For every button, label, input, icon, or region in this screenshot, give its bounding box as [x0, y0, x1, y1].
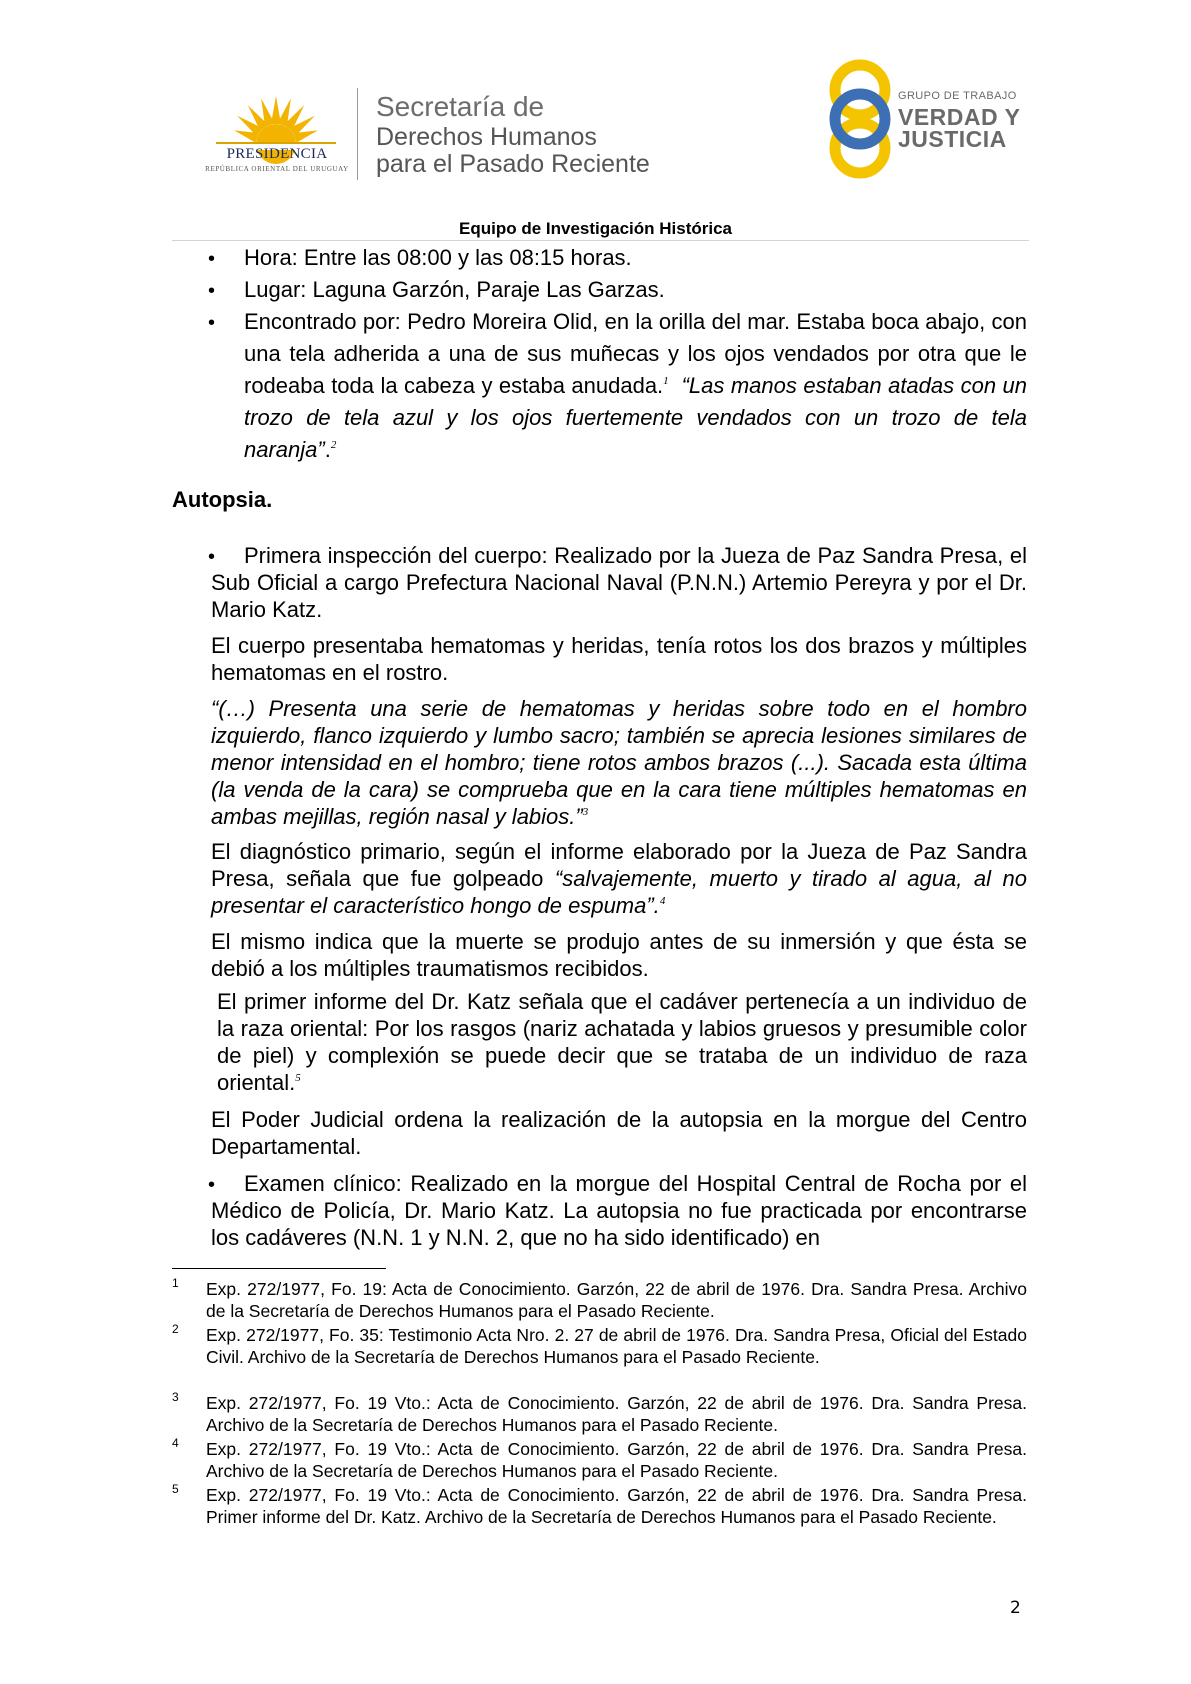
- para-katz: [217, 988, 1027, 1096]
- header-rule: [172, 240, 1029, 241]
- diag-quote: “salvajemente, muerto y tirado al agua, al no presentar el característico hongo de espuma”.: [211, 866, 1027, 918]
- bullet-hora: Hora: Entre las 08:00 y las 08:15 horas.: [244, 245, 632, 270]
- secretaria-title-line-1: Secretaría de: [376, 91, 545, 122]
- verdad-justicia-logo: [820, 56, 900, 182]
- verdad-y-label: VERDAD Y: [898, 104, 1021, 130]
- footnote-number: 4: [172, 1436, 179, 1450]
- katz-text: El primer informe del Dr. Katz señala que el cadáver pertenecía a un individuo de la raza oriental: Por los rasgos (nariz achatada y labios gruesos y presumible color de piel) y complexión se puede decir que se trataba de un individuo de raza oriental.: [217, 989, 1027, 1095]
- secretaria-title-line-3: para el Pasado Reciente: [376, 150, 650, 178]
- grupo-de-trabajo-label: GRUPO DE TRABAJO: [898, 90, 1017, 102]
- para-primera-inspeccion: Primera inspección del cuerpo: Realizado por la Jueza de Paz Sandra Presa, el Sub Oficial a cargo Prefectura Nacional Naval (P.N.N.) Artemio Pereyra y por el Dr. Mario Katz.: [211, 543, 1027, 622]
- footnote-5: Exp. 272/1977, Fo. 19 Vto.: Acta de Conocimiento. Garzón, 22 de abril de 1976. Dra. Sandra Presa. Primer informe del Dr. Katz. Archivo de la Secretaría de Derechos Humanos para el Pasado Reciente.: [206, 1485, 1027, 1527]
- encontrado-quote: “Las manos estaban atadas con un trozo de tela azul y los ojos fuertemente vendados con un trozo de tela naranja”: [244, 373, 1027, 462]
- quote-autopsia: [211, 695, 1027, 830]
- footnote-number: 3: [172, 1390, 179, 1404]
- footnote-number: 1: [172, 1276, 179, 1290]
- bullet-lugar: Lugar: Laguna Garzón, Paraje Las Garzas.: [244, 277, 665, 302]
- bullet-marker: [208, 306, 240, 339]
- footnote-ref-5[interactable]: 5: [295, 1072, 301, 1084]
- footnote-ref-3[interactable]: 3: [582, 806, 589, 818]
- footnote-3: Exp. 272/1977, Fo. 19 Vto.: Acta de Conocimiento. Garzón, 22 de abril de 1976. Dra. Sandra Presa. Archivo de la Secretaría de Derechos Humanos para el Pasado Reciente.: [206, 1393, 1027, 1435]
- justicia-label: JUSTICIA: [898, 126, 1007, 152]
- header-divider: [357, 88, 358, 180]
- encontrado-text: Encontrado por: Pedro Moreira Olid, en la orilla del mar. Estaba boca abajo, con una tela adherida a una de sus muñecas y los ojos vendados por otra que le rodeaba toda la cabeza y estaba anudada.: [244, 309, 1027, 398]
- para-cuerpo: El cuerpo presentaba hematomas y heridas, tenía rotos los dos brazos y múltiples hematomas en el rostro.: [211, 633, 1027, 685]
- para-diagnostico: [211, 838, 1027, 919]
- presidencia-subtitle: REPÚBLICA ORIENTAL DEL URUGUAY: [205, 165, 349, 173]
- bullet-encontrado: [244, 306, 1027, 466]
- presidencia-wordmark: PRESIDENCIA: [226, 146, 328, 162]
- footnote-number: 5: [172, 1482, 179, 1496]
- footnote-ref-2[interactable]: 2: [330, 439, 337, 451]
- page-number: 2: [1010, 1598, 1021, 1618]
- footnote-number: 2: [172, 1322, 179, 1336]
- para-mismo: El mismo indica que la muerte se produjo antes de su inmersión y que ésta se debió a los múltiples traumatismos recibidos.: [211, 929, 1027, 981]
- secretaria-title-line-2: Derechos Humanos: [376, 123, 597, 151]
- footnote-1: Exp. 272/1977, Fo. 19: Acta de Conocimiento. Garzón, 22 de abril de 1976. Dra. Sandra Presa. Archivo de la Secretaría de Derechos Humanos para el Pasado Reciente.: [206, 1279, 1027, 1321]
- bullet-marker: [208, 274, 240, 307]
- para-examen-clinico: Examen clínico: Realizado en la morgue del Hospital Central de Rocha por el Médico de Policía, Dr. Mario Katz. La autopsia no fue practicada por encontrarse los cadáveres (N.N. 1 y N.N. 2, que no ha sido identificado) en: [211, 1171, 1027, 1250]
- diag-text: El diagnóstico primario, según el informe elaborado por la Jueza de Paz Sandra Presa, señala que fue golpeado: [211, 839, 1027, 891]
- footnote-4: Exp. 272/1977, Fo. 19 Vto.: Acta de Conocimiento. Garzón, 22 de abril de 1976. Dra. Sandra Presa. Archivo de la Secretaría de Derechos Humanos para el Pasado Reciente.: [206, 1439, 1027, 1481]
- quote-end: .: [324, 437, 331, 462]
- footnote-2: Exp. 272/1977, Fo. 35: Testimonio Acta Nro. 2. 27 de abril de 1976. Dra. Sandra Presa, Oficial del Estado Civil. Archivo de la Secretaría de Derechos Humanos para el Pasado Reciente.: [206, 1325, 1027, 1367]
- quote-autopsia-text: “(…) Presenta una serie de hematomas y heridas sobre todo en el hombro izquierdo, flanco izquierdo y lumbo sacro; también se aprecia lesiones similares de menor intensidad en el hombro; tiene rotos ambos brazos (...). Sacada esta última (la venda de la cara) se comprueba que en la cara tiene múltiples hematomas en ambas mejillas, región nasal y labios.”: [211, 696, 1027, 829]
- team-title: Equipo de Investigación Histórica: [459, 219, 732, 238]
- footnote-ref-4[interactable]: 4: [659, 895, 666, 907]
- footnote-rule: [172, 1268, 386, 1269]
- bullet-marker: [208, 242, 240, 275]
- presidencia-sun-logo: [196, 82, 356, 178]
- para-poder-judicial: El Poder Judicial ordena la realización de la autopsia en la morgue del Centro Departamental.: [211, 1107, 1027, 1159]
- footnote-ref-1[interactable]: 1: [663, 375, 669, 387]
- section-heading-autopsia: Autopsia.: [172, 487, 273, 512]
